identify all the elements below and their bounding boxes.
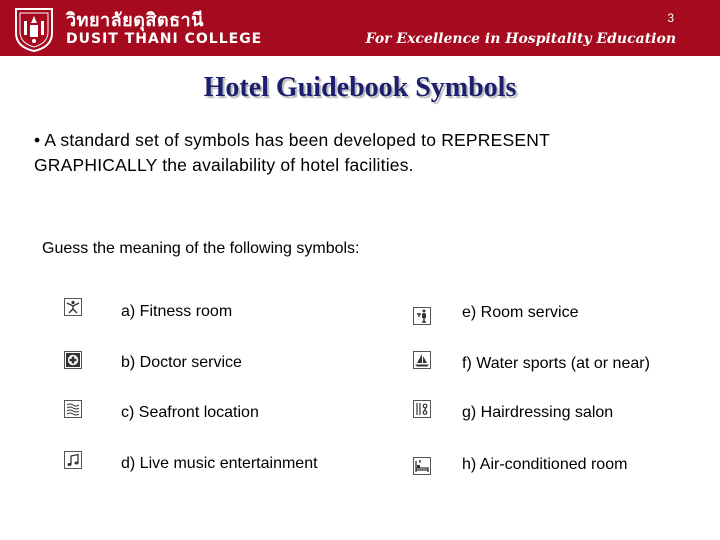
header-bar	[0, 0, 720, 56]
fitness-icon	[64, 298, 82, 316]
legend-item-b: b) Doctor service	[121, 354, 242, 371]
question-prompt: Guess the meaning of the following symbols:	[42, 240, 360, 257]
legend-item-g: g) Hairdressing salon	[462, 404, 614, 421]
waiter-icon	[413, 307, 431, 325]
legend-item-d: d) Live music entertainment	[121, 455, 318, 472]
legend-item-f: f) Water sports (at or near)	[462, 355, 650, 372]
legend-item-c: c) Seafront location	[121, 404, 259, 421]
college-seal-icon	[12, 3, 56, 53]
slide-title: Hotel Guidebook Symbols	[203, 72, 517, 103]
medical-cross-icon	[64, 351, 82, 369]
legend-item-e: e) Room service	[462, 304, 579, 321]
scissors-icon	[413, 400, 431, 418]
bed-icon	[413, 457, 431, 475]
legend-item-a: a) Fitness room	[121, 303, 233, 320]
waves-icon	[64, 400, 82, 418]
music-note-icon	[64, 451, 82, 469]
college-name-thai: วิทยาลัยดุสิตธานี	[66, 10, 204, 31]
intro-bullet: • A standard set of symbols has been developed to REPRESENT GRAPHICALLY the availability of hotel facilities.	[34, 130, 550, 175]
page-number: 3	[667, 11, 674, 25]
sailboat-icon	[413, 351, 431, 369]
legend-item-h: h) Air-conditioned room	[462, 456, 628, 473]
college-name-english: DUSIT THANI COLLEGE	[66, 31, 263, 47]
tagline: For Excellence in Hospitality Education	[365, 31, 676, 47]
